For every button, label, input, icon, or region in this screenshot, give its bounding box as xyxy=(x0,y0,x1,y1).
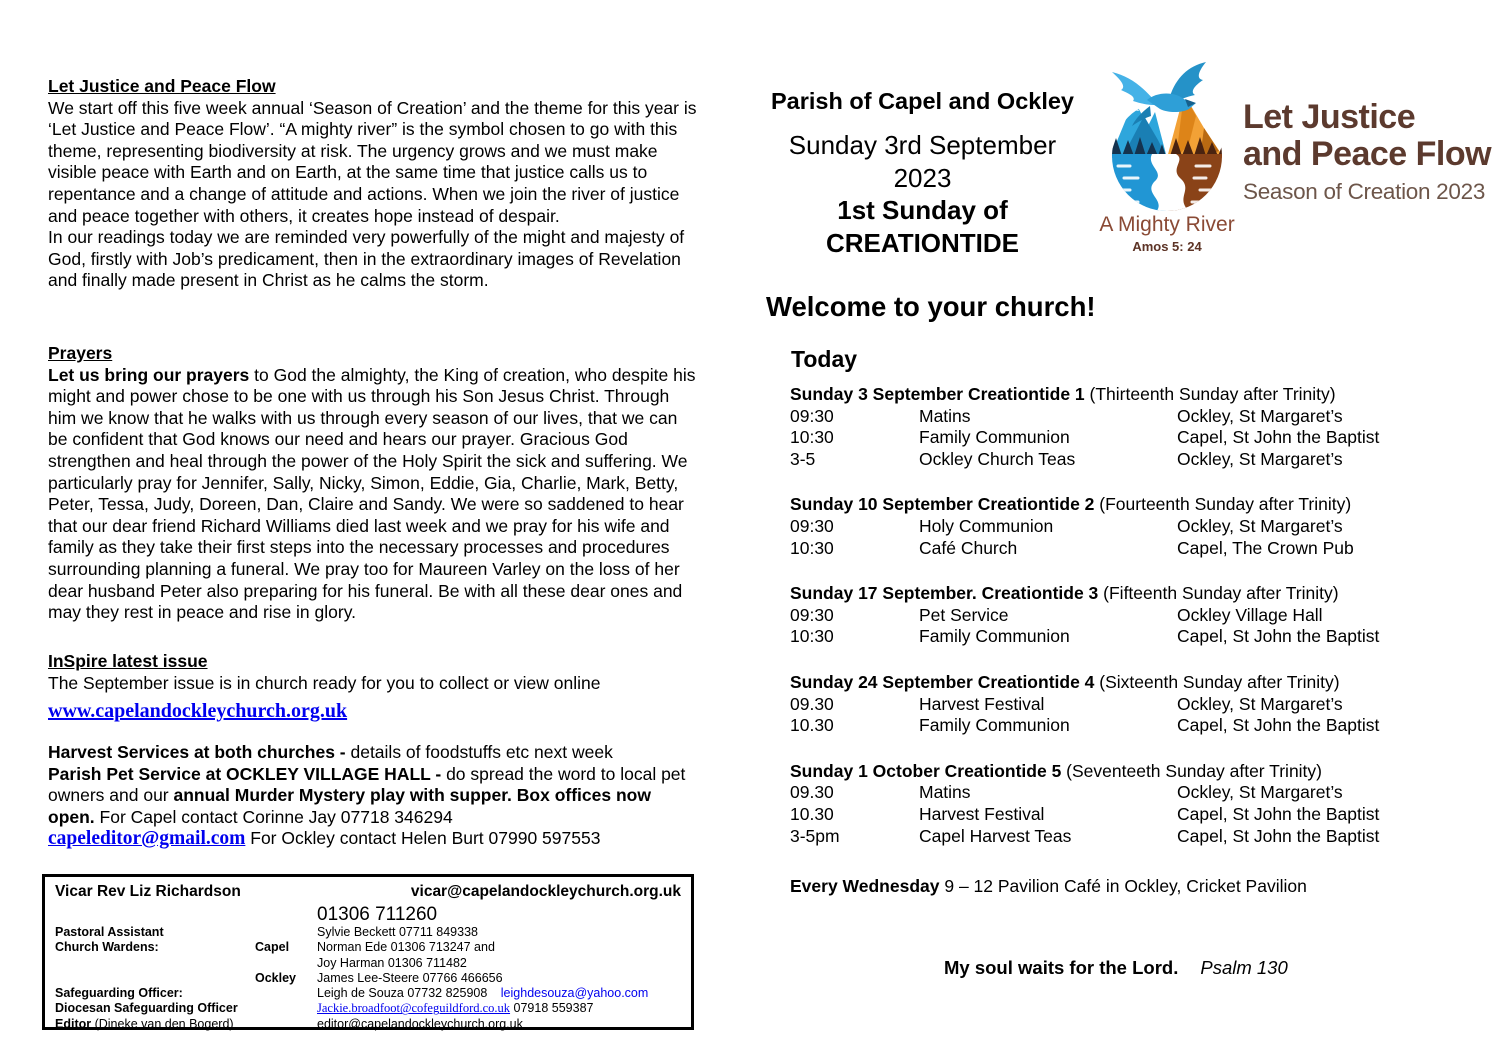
service-schedule xyxy=(790,384,1495,871)
schedule-section: Sunday 10 September Creationtide 2 (Fourteenth Sunday after Trinity) 09:30 Holy Communion Ockley, St Margaret’s 10:30 Café Church Capel, The Crown Pub xyxy=(790,494,1495,559)
schedule-row: 3-5pm Capel Harvest Teas Capel, St John the Baptist xyxy=(790,825,1380,846)
masthead xyxy=(750,88,1095,259)
schedule-row: 09.30 Harvest Festival Ockley, St Margaret’s xyxy=(790,693,1343,714)
schedule-row: 10:30 Family Communion Capel, St John the Baptist xyxy=(790,626,1380,647)
schedule-section: Sunday 1 October Creationtide 5 (Seventeeth Sunday after Trinity) 09.30 Matins Ockley, St Margaret’s 10.30 Harvest Festival Capel, St John the Baptist 3-5pm Capel Harvest Teas Capel, St John the Baptist xyxy=(790,761,1495,847)
wardens-capel-label: Capel xyxy=(255,940,290,955)
contact-phone: 01306 711260 xyxy=(317,904,438,925)
schedule-row: 09:30 Matins Ockley, St Margaret’s xyxy=(790,405,1343,426)
schedule-row: 10:30 Café Church Capel, The Crown Pub xyxy=(790,537,1354,558)
safeguarding-label: Safeguarding Officer: xyxy=(55,986,183,1001)
wardens-ockley-value: James Lee-Steere 07766 466656 xyxy=(317,970,503,985)
prayers-paragraph: Let us bring our prayers to God the almighty, the King of creation, who despite his might and power chose to be one with us through his Son Jesus Christ. Through him we know that he walks with us through every season of our lives, that we can be confident that God knows our need and hears our prayer. Gracious God strengthen and heal through the power of the Holy Spirit the sick and suffering. We particularly pray for Jennifer, Sally, Nicky, Simon, Eddie, Gia, Charlie, Mark, Betty, Peter, Tessa, Judy, Doreen, Dan, Claire and Sandy. We were so saddened to hear that our dear friend Richard Williams died last week and we pray for his wife and family as they take their first steps into the necessary processes and procedures surrounding planning a funeral. We pray too for Maureen Varley on the loss of her dear husband Peter also preparing for his funeral. Be with all these dear ones and may they rest in peace and rise in glory. xyxy=(48,364,696,623)
schedule-row: 10:30 Family Communion Capel, St John the Baptist xyxy=(790,427,1380,448)
inspire-section xyxy=(48,651,701,723)
contact-box xyxy=(42,874,694,1030)
safeguarding-email-link[interactable]: leighdesouza@yahoo.com xyxy=(500,986,649,1001)
psalm-quote: My soul waits for the Lord. Psalm 130 xyxy=(944,957,1288,978)
schedule-section: Sunday 3 September Creationtide 1 (Thirteenth Sunday after Trinity) 09:30 Matins Ockley, St Margaret’s 10:30 Family Communion Capel, St John the Baptist 3-5 Ockley Church Teas Ockley, St Margaret’s xyxy=(790,384,1495,470)
pastoral-label: Pastoral Assistant xyxy=(55,925,164,939)
logo-caption: A Mighty River xyxy=(1099,213,1235,236)
date-line-2: 2023 xyxy=(893,162,952,193)
wardens-capel-value: Norman Ede 01306 713247 and xyxy=(317,940,495,955)
logo-title-line-2: and Peace Flow xyxy=(1243,135,1492,173)
season-of-creation-logo xyxy=(1092,54,1242,216)
diocesan-email-link[interactable]: Jackie.broadfoot@cofeguildford.co.uk xyxy=(317,1001,511,1016)
date-line-3: 1st Sunday of xyxy=(837,195,1008,225)
prayers-section xyxy=(48,343,701,624)
welcome-heading: Welcome to your church! xyxy=(766,291,1096,322)
parish-title: Parish of Capel and Ockley xyxy=(771,88,1074,114)
pastoral-value: Sylvie Beckett 07711 849338 xyxy=(317,925,478,939)
logo-title-block xyxy=(1243,99,1497,205)
wardens-ockley-label: Ockley xyxy=(255,970,297,985)
intro-paragraph-2: In our readings today we are reminded very powerfully of the might and majesty of God, firstly with Job’s predicament, then in the extraordinary images of Revelation and finally made present in Christ as he calms the storm. xyxy=(48,227,685,291)
diocesan-label: Diocesan Safeguarding Officer xyxy=(55,1001,238,1016)
inline-link[interactable]: capeleditor@gmail.com xyxy=(48,828,246,850)
inspire-text: The September issue is in church ready for you to collect or view online xyxy=(48,672,601,693)
intro-section xyxy=(48,76,701,292)
vicar-label: Vicar Rev Liz Richardson xyxy=(55,883,241,900)
schedule-row: 10.30 Harvest Festival Capel, St John the Baptist xyxy=(790,803,1380,824)
schedule-row: 10.30 Family Communion Capel, St John the Baptist xyxy=(790,715,1380,736)
wardens-capel-value-2: Joy Harman 01306 711482 xyxy=(317,955,467,970)
logo-verse: Amos 5: 24 xyxy=(1132,239,1202,254)
intro-heading: Let Justice and Peace Flow xyxy=(48,76,276,96)
intro-paragraph-1: We start off this five week annual ‘Season of Creation’ and the theme for this year is ‘Let Justice and Peace Flow’. “A mighty river” is the symbol chosen to go with this theme, representing biodiversity at risk. The urgency grows and we must make visible peace with Earth and on Earth, at the same time that justice calls us to repentance and a change of attitude and actions. When we join the river of justice and peace together with others, it creates hope instead of despair. xyxy=(48,97,697,226)
safeguarding-value: Leigh de Souza 07732 825908 leighdesouza@yahoo.com xyxy=(317,986,649,1001)
prayers-heading: Prayers xyxy=(48,343,113,363)
logo-subtitle: Season of Creation 2023 xyxy=(1243,179,1486,204)
notices-section xyxy=(48,742,701,850)
vicar-email: vicar@capelandockleychurch.org.uk xyxy=(410,883,681,900)
logo-title-line-1: Let Justice xyxy=(1243,98,1416,136)
today-heading: Today xyxy=(791,346,858,372)
psalm-reference: Psalm 130 xyxy=(1200,957,1288,978)
wardens-label: Church Wardens: xyxy=(55,940,159,955)
inspire-heading: InSpire latest issue xyxy=(48,651,208,671)
church-website-link[interactable]: www.capelandockleychurch.org.uk xyxy=(48,700,348,723)
river-emblem-icon xyxy=(1110,94,1225,212)
logo-caption-block xyxy=(1083,214,1251,258)
diocesan-value: Jackie.broadfoot@cofeguildford.co.uk 07918 559387 xyxy=(317,1001,594,1016)
schedule-row: 09:30 Pet Service Ockley Village Hall xyxy=(790,604,1323,625)
schedule-row: 3-5 Ockley Church Teas Ockley, St Margaret’s xyxy=(790,448,1343,469)
editor-label: Editor (Dineke van den Bogerd) xyxy=(55,1016,234,1031)
date-line-1: Sunday 3rd September xyxy=(788,130,1057,160)
editor-value: editor@capelandockleychurch.org.uk xyxy=(317,1016,523,1031)
notices-paragraph: Harvest Services at both churches - details of foodstuffs etc next week Parish Pet Service at OCKLEY VILLAGE HALL - do spread the word to local pet owners and our annual Murder Mystery play with supper. Box offices now open. For Capel contact Corinne Jay 07718 346294 capeleditor@gmail.com For Ockley contact Helen Burt 07990 597553 xyxy=(48,742,686,850)
schedule-row: 09:30 Holy Communion Ockley, St Margaret’s xyxy=(790,515,1343,536)
date-line-4: CREATIONTIDE xyxy=(825,227,1020,258)
schedule-row: 09.30 Matins Ockley, St Margaret’s xyxy=(790,782,1343,803)
wednesday-note: Every Wednesday 9 – 12 Pavilion Café in Ockley, Cricket Pavilion xyxy=(790,876,1307,896)
schedule-section: Sunday 24 September Creationtide 4 (Sixteenth Sunday after Trinity) 09.30 Harvest Festival Ockley, St Margaret’s 10.30 Family Communion Capel, St John the Baptist xyxy=(790,672,1495,737)
schedule-section: Sunday 17 September. Creationtide 3 (Fifteenth Sunday after Trinity) 09:30 Pet Service Ockley Village Hall 10:30 Family Communion Capel, St John the Baptist xyxy=(790,583,1495,648)
